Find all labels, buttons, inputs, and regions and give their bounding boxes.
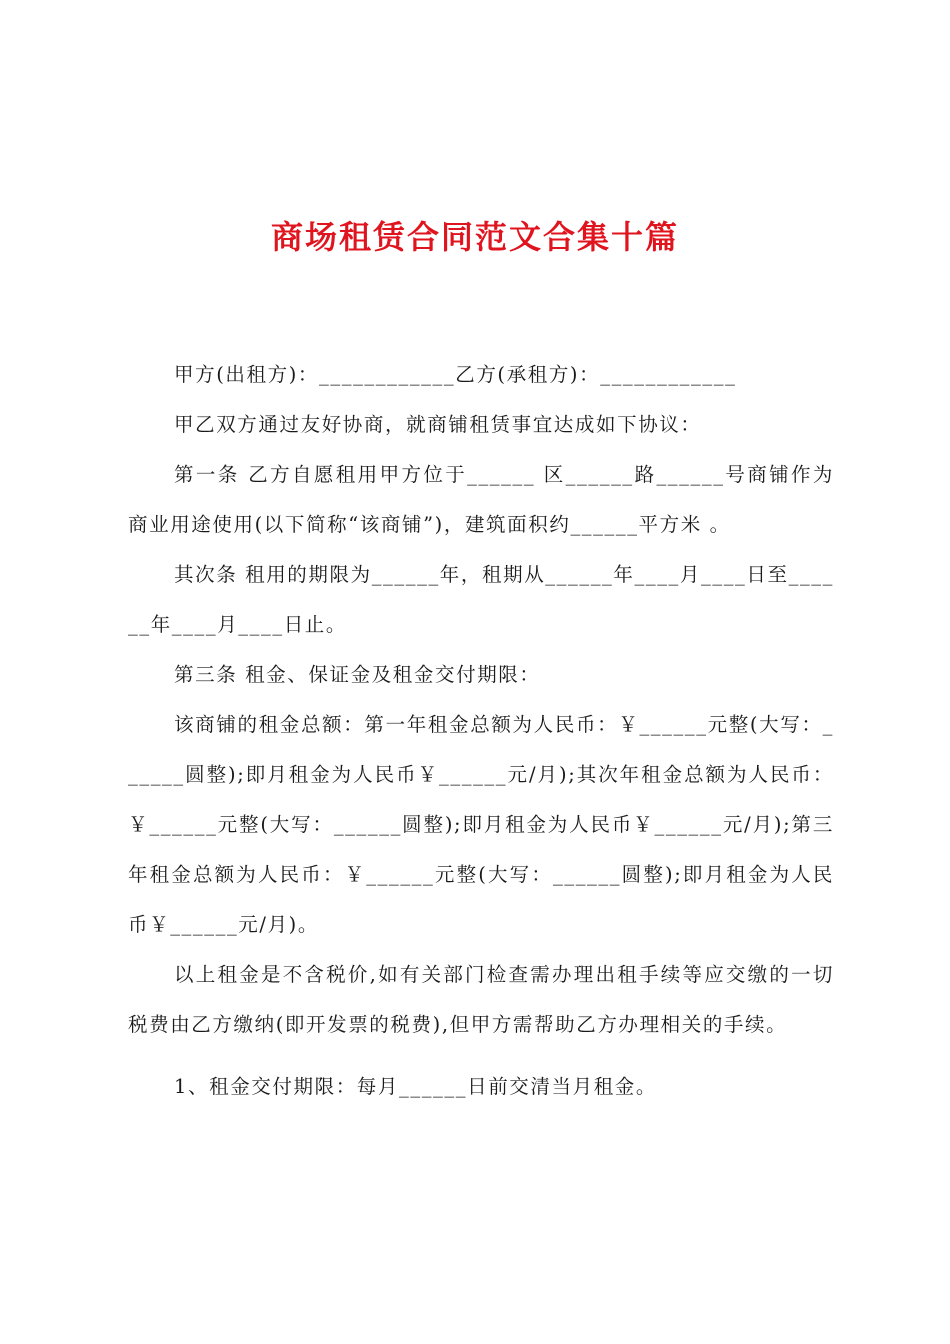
- document-body: [128, 350, 834, 1112]
- article-three-heading: 第三条 租金、保证金及租金交付期限：: [174, 663, 541, 686]
- rent-amount-paragraph: 该商铺的租金总额：第一年租金总额为人民币：￥______元整(大写：______圆整);即月租金为人民币￥______元/月);其次年租金总额为人民币：￥______元整(大写：______圆整);即月租金为人民币￥______元/月);第三年租金总额为人民币：￥______元整(大写：______圆整);即月租金为人民币￥______元/月)。: [128, 713, 834, 936]
- document-title: 商场租赁合同范文合集十篇: [270, 218, 679, 256]
- tax-note-paragraph: 以上租金是不含税价,如有关部门检查需办理出租手续等应交缴的一切税费由乙方缴纳(即开发票的税费),但甲方需帮助乙方办理相关的手续。: [128, 963, 834, 1036]
- article-one: 第一条 乙方自愿租用甲方位于______ 区______路______号商铺作为商业用途使用(以下简称“该商铺”)，建筑面积约______平方米 。: [128, 463, 834, 536]
- article-two: 其次条 租用的期限为______年，租期从______年____月____日至______年____月____日止。: [128, 563, 834, 636]
- party-line: 甲方(出租方)：____________乙方(承租方)：____________: [174, 363, 737, 386]
- agreement-intro: 甲乙双方通过友好协商，就商铺租赁事宜达成如下协议：: [174, 413, 702, 436]
- payment-deadline-item: 1、租金交付期限：每月______日前交清当月租金。: [174, 1075, 658, 1098]
